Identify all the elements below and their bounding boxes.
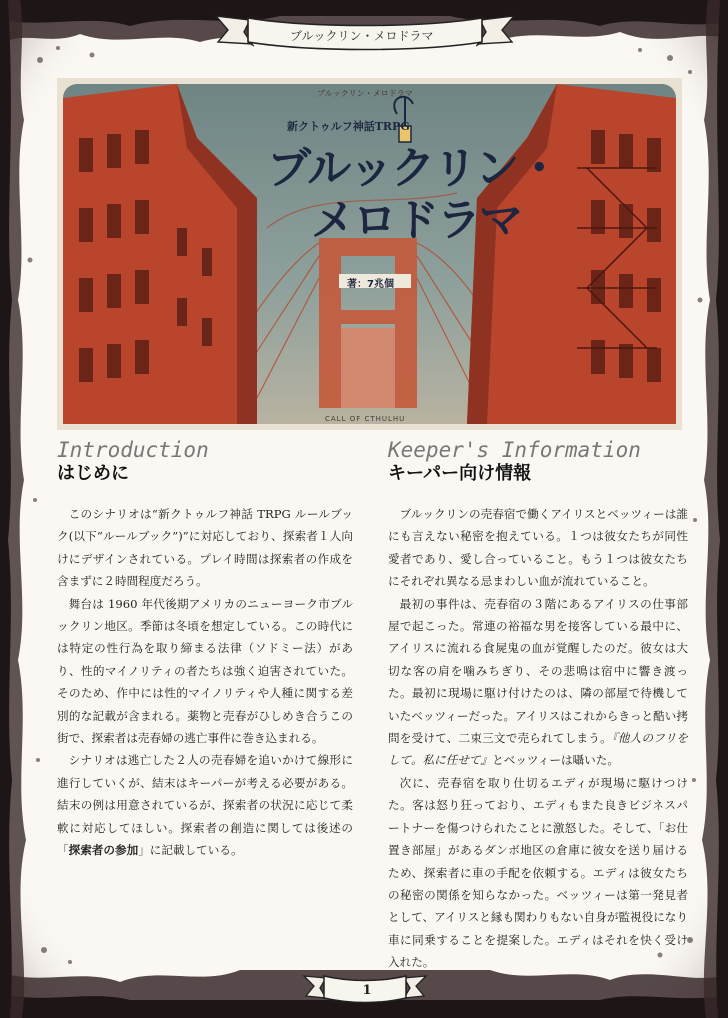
cover-series-label: 新クトゥルフ神話TRPG bbox=[287, 120, 410, 133]
introduction-paragraph-1: このシナリオは“新クトゥルフ神話 TRPG ルールブック(以下“ルールブック”)”に対応しており、探索者１人向けにデザインされている。プレイ時間は探索者の作成を含まずに２時間程度だろう。 bbox=[57, 507, 353, 589]
keeper-heading-en: Keeper's Information bbox=[388, 438, 641, 462]
cover-small-top-text: ブルックリン・メロドラマ bbox=[317, 89, 413, 98]
participation-reference: 探索者の参加 bbox=[68, 843, 139, 858]
introduction-paragraph-3-text-b: 」に記載している。 bbox=[138, 843, 243, 858]
introduction-paragraph-2: 舞台は 1960 年代後期アメリカのニューヨーク市ブルックリン地区。季節は冬頃を想定している。この時代には特定の性行為を取り締まる法律（ソドミー法）があり、性的マイノリティの者たちは強く迫害されていた。そのため、作中には性的マイノリティや人種に関する差別的な記載が含まれる。薬物と売春がひしめき合うこの街で、探索者は売春婦の逃亡事件に巻き込まれる。 bbox=[57, 596, 353, 746]
introduction-body bbox=[57, 503, 353, 862]
introduction-section bbox=[57, 438, 353, 862]
keeper-paragraph-3: 次に、売春宿を取り仕切るエディが現場に駆けつけた。客は怒り狂っており、エディもまた良きビジネスパートナーを傷つけられたことに激怒した。そして、「お仕置き部屋」があるダンボ地区の倉庫に彼女を送り届けるため、探索者に車の手配を依頼する。エディは彼女たちの秘密の関係を知らなかった。ベッツィーは第一発見者として、アイリスと縁も関わりもない自身が監視役になり車に同乗することを提案した。エディはそれを快く受け入れた。 bbox=[388, 775, 688, 970]
ribbon-title: ブルックリン・メロドラマ bbox=[290, 29, 434, 43]
cover-title-line1: ブルックリン・ bbox=[267, 143, 560, 194]
keeper-heading-ja: キーパー向け情報 bbox=[388, 463, 532, 484]
betsy-quote: 『他人のフリをして。私に任せて』 bbox=[388, 731, 688, 768]
cover-illustration bbox=[57, 78, 682, 430]
keeper-paragraph-1: ブルックリンの売春宿で働くアイリスとベッツィーは誰にも言えない秘密を抱えている。１つは彼女たちが同性愛者であり、愛し合っていること。もう１つは彼女たちにそれぞれ異なる忌まわしい血が流れていること。 bbox=[388, 507, 688, 589]
cover-footer-logo: CALL OF CTHULHU bbox=[325, 415, 406, 423]
cover-author: 著：7兆個 bbox=[347, 279, 394, 290]
keeper-paragraph-2-text-a: 最初の事件は、売春宿の３階にあるアイリスの仕事部屋で起こった。常連の裕福な男を接客している最中に、アイリスに流れる食屍鬼の血が覚醒したのだ。彼女は大切な客の肩を噛みちぎり、その悲鳴は宿中に響き渡った。最初に現場に駆け付けたのは、隣の部屋で待機していたベッツィーだった。アイリスはこれからきっと酷い拷問を受けて、二束三文で売られてしまう。 bbox=[388, 596, 688, 746]
keeper-paragraph-2-text-b: とベッツィーは囁いた。 bbox=[492, 753, 619, 768]
page-number: 1 bbox=[362, 983, 372, 998]
keeper-paragraph-2 bbox=[388, 593, 688, 772]
cover-title-line2: メロドラマ bbox=[311, 195, 521, 246]
introduction-heading-en: Introduction bbox=[57, 438, 209, 462]
keeper-information-section bbox=[388, 438, 688, 974]
introduction-heading-ja: はじめに bbox=[57, 463, 129, 484]
introduction-paragraph-3-text-a: シナリオは逃亡した２人の売春婦を追いかけて線形に進行していくが、結末はキーパーが考える必要がある。結末の例は用意されているが、探索者の状況に応じて柔軟に対応してほしい。探索者の創造に関しては後述の「 bbox=[57, 753, 353, 858]
introduction-paragraph-3 bbox=[57, 749, 353, 861]
keeper-body bbox=[388, 503, 688, 974]
